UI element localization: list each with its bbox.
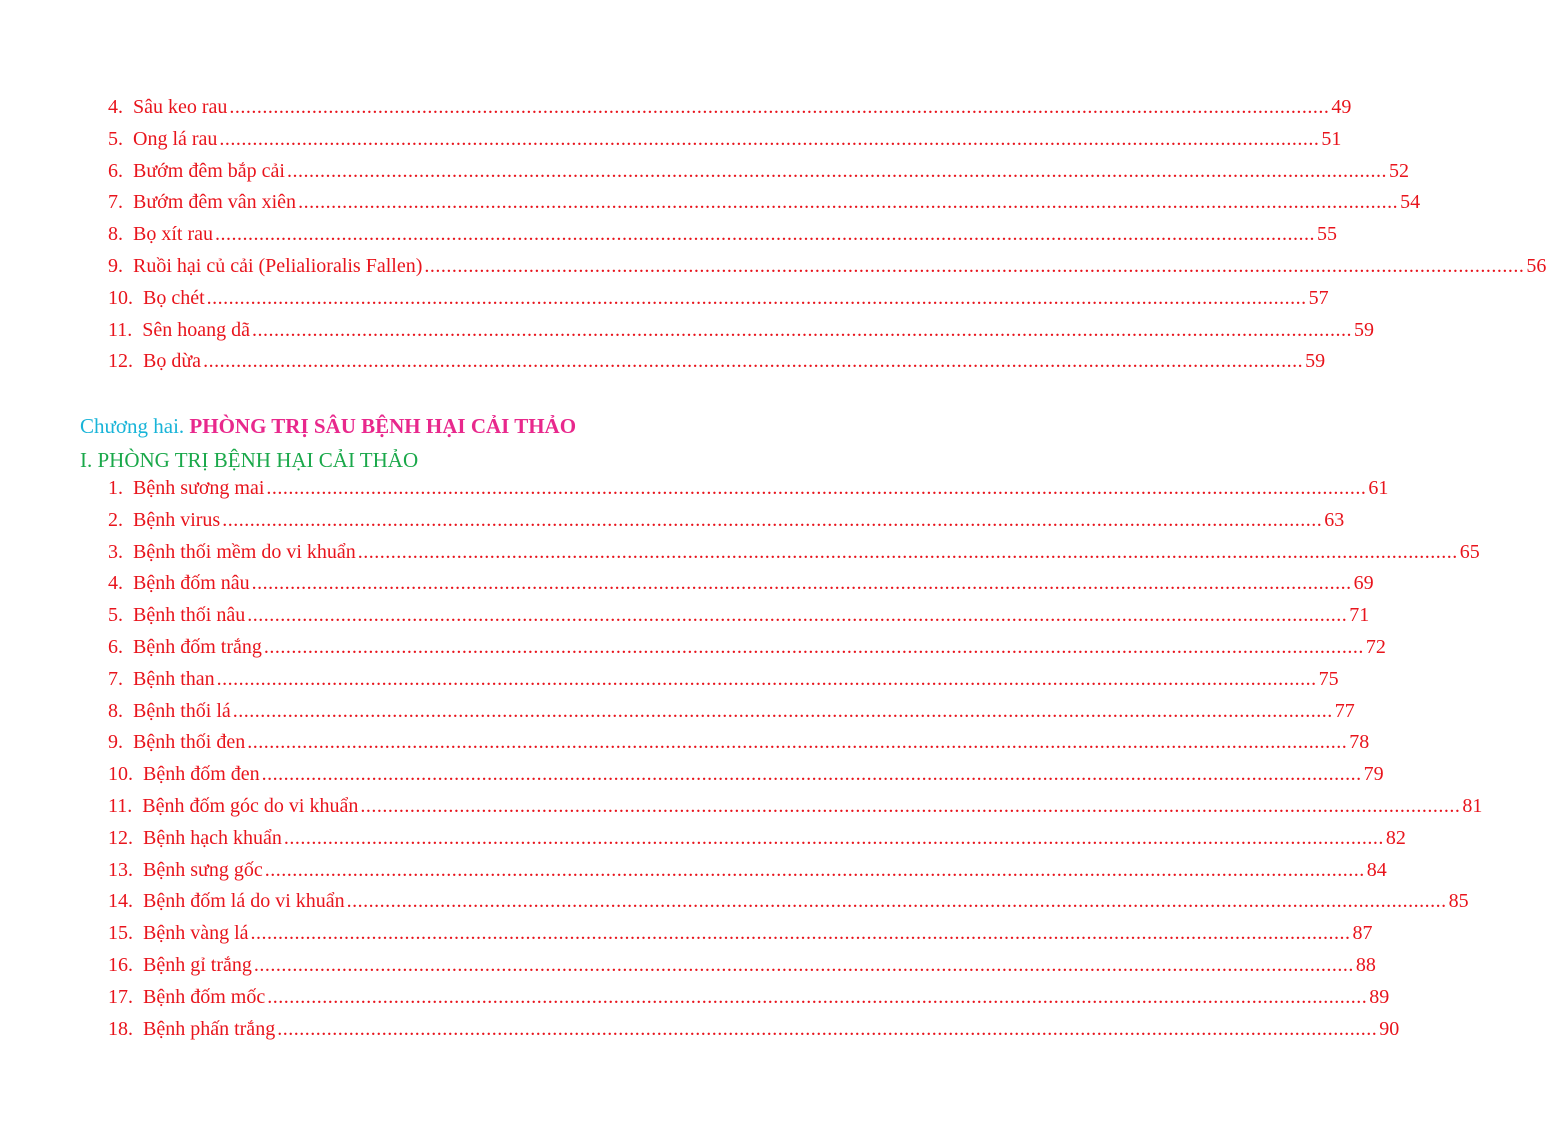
toc-entry-page-number: 90	[1379, 1017, 1400, 1040]
toc-entry-number: 10.	[108, 763, 133, 786]
toc-entry-label: Bọ chét	[143, 286, 205, 309]
toc-entry[interactable]	[108, 540, 1480, 573]
toc-entry-label: Bệnh đốm góc do vi khuẩn	[142, 794, 359, 817]
toc-entry-page-number: 89	[1369, 985, 1390, 1008]
toc-entry[interactable]	[108, 286, 1329, 319]
toc-entry-number: 9.	[108, 254, 123, 277]
toc-entry-number: 9.	[108, 731, 123, 754]
dot-leader: ........................................................................................................................................................................................................	[261, 763, 1362, 786]
toc-entry-label: Bướm đêm bắp cải	[133, 159, 285, 182]
toc-entry-page-number: 63	[1324, 508, 1345, 531]
toc-entry[interactable]	[108, 699, 1355, 732]
toc-entry[interactable]	[108, 635, 1386, 668]
toc-entry-number: 14.	[108, 890, 133, 913]
toc-entry[interactable]	[108, 858, 1387, 891]
toc-entry-number: 6.	[108, 159, 123, 182]
toc-entry-label: Bệnh đốm nâu	[133, 572, 250, 595]
toc-entry[interactable]	[108, 127, 1342, 160]
toc-entry[interactable]	[108, 191, 1421, 223]
dot-leader: ........................................................................................................................................................................................................	[286, 159, 1387, 182]
toc-entry[interactable]	[108, 763, 1384, 795]
toc-entry-page-number: 81	[1462, 794, 1483, 817]
toc-entry-label: Bệnh virus	[133, 508, 221, 531]
section-heading: I. PHÒNG TRỊ BỆNH HẠI CẢI THẢO	[80, 448, 419, 472]
toc-entry[interactable]	[108, 922, 1373, 954]
toc-entry-label: Bệnh thối mềm do vi khuẩn	[133, 540, 356, 563]
dot-leader: ........................................................................................................................................................................................................	[252, 318, 1353, 341]
toc-entry[interactable]	[108, 318, 1375, 351]
toc-entry-page-number: 87	[1352, 922, 1373, 945]
toc-entry-label: Bệnh sưng gốc	[143, 858, 263, 881]
toc-entry-label: Bệnh gỉ trắng	[143, 953, 252, 976]
toc-entry-page-number: 79	[1363, 763, 1384, 786]
toc-entry-page-number: 84	[1366, 858, 1387, 881]
toc-entry-page-number: 88	[1355, 953, 1376, 976]
dot-leader: ........................................................................................................................................................................................................	[267, 985, 1368, 1008]
dot-leader: ........................................................................................................................................................................................................	[253, 953, 1354, 976]
toc-entry-label: Sâu keo rau	[133, 96, 228, 118]
toc-entry[interactable]	[108, 159, 1409, 192]
dot-leader: ........................................................................................................................................................................................................	[298, 191, 1399, 214]
toc-entry-label: Bọ dừa	[143, 350, 202, 373]
toc-entry[interactable]	[108, 667, 1339, 700]
toc-entry-label: Bệnh đốm mốc	[143, 985, 266, 1008]
toc-entry-number: 10.	[108, 286, 133, 309]
dot-leader: ........................................................................................................................................................................................................	[206, 286, 1307, 309]
dot-leader: ........................................................................................................................................................................................................	[360, 794, 1461, 817]
toc-entry-label: Bệnh hạch khuẩn	[143, 826, 282, 849]
toc-entry-page-number: 61	[1368, 477, 1389, 499]
toc-entry-page-number: 55	[1317, 223, 1337, 246]
toc-entry[interactable]	[108, 223, 1337, 255]
toc-list-diseases	[108, 477, 1483, 1049]
toc-entry-number: 8.	[108, 223, 123, 246]
toc-entry-label: Bướm đêm vân xiên	[133, 191, 297, 214]
toc-entry-number: 8.	[108, 699, 123, 722]
dot-leader: ........................................................................................................................................................................................................	[266, 477, 1367, 499]
toc-entry-label: Bệnh đốm đen	[143, 763, 260, 786]
toc-entry[interactable]	[108, 1017, 1400, 1050]
toc-entry-page-number: 65	[1459, 540, 1480, 563]
toc-entry-page-number: 75	[1318, 667, 1339, 690]
toc-entry-page-number: 56	[1526, 254, 1546, 277]
toc-entry-page-number: 69	[1353, 572, 1374, 595]
toc-entry-page-number: 85	[1448, 890, 1469, 913]
toc-entry[interactable]	[108, 350, 1326, 382]
toc-entry-page-number: 54	[1400, 191, 1421, 214]
toc-entry-label: Bệnh đốm trắng	[133, 635, 262, 658]
dot-leader: ........................................................................................................................................................................................................	[424, 254, 1525, 277]
toc-entry-number: 3.	[108, 540, 123, 563]
toc-entry-label: Bệnh đốm lá do vi khuẩn	[143, 890, 345, 913]
dot-leader: ........................................................................................................................................................................................................	[264, 858, 1365, 881]
toc-list-pests	[108, 96, 1546, 382]
toc-entry[interactable]	[108, 572, 1374, 604]
dot-leader: ........................................................................................................................................................................................................	[263, 635, 1364, 658]
toc-entry-label: Bệnh than	[133, 667, 215, 690]
toc-entry-label: Ruồi hại củ cải (Pelialioralis Fallen)	[133, 254, 423, 277]
dot-leader: ........................................................................................................................................................................................................	[219, 127, 1320, 150]
toc-entry-number: 11.	[108, 794, 133, 817]
toc-entry-page-number: 52	[1388, 159, 1409, 182]
dot-leader: ........................................................................................................................................................................................................	[216, 667, 1317, 690]
toc-entry-number: 2.	[108, 508, 123, 531]
toc-entry-number: 1.	[108, 477, 123, 499]
toc-entry-number: 4.	[108, 572, 123, 595]
toc-entry-number: 11.	[108, 318, 133, 341]
toc-entry[interactable]	[108, 96, 1352, 128]
toc-entry[interactable]	[108, 508, 1345, 541]
chapter-title: PHÒNG TRỊ SÂU BỆNH HẠI CẢI THẢO	[189, 414, 577, 438]
toc-entry-label: Bệnh vàng lá	[143, 922, 249, 945]
toc-entry-page-number: 59	[1305, 350, 1326, 373]
dot-leader: ........................................................................................................................................................................................................	[203, 350, 1304, 373]
toc-entry[interactable]	[108, 254, 1546, 287]
toc-entry-page-number: 49	[1331, 96, 1352, 118]
toc-entry-label: Bệnh phấn trắng	[143, 1017, 276, 1040]
dot-leader: ........................................................................................................................................................................................................	[251, 572, 1352, 595]
toc-entry-number: 6.	[108, 635, 123, 658]
chapter-prefix: Chương hai.	[80, 414, 185, 438]
toc-entry-number: 7.	[108, 667, 123, 690]
toc-entry-number: 13.	[108, 858, 133, 881]
toc-entry-number: 5.	[108, 127, 123, 150]
toc-entry-label: Ong lá rau	[133, 127, 218, 150]
chapter-heading	[80, 414, 576, 439]
toc-entry-label: Sên hoang dã	[142, 318, 251, 341]
toc-entry[interactable]	[108, 953, 1376, 986]
dot-leader: ........................................................................................................................................................................................................	[247, 604, 1348, 627]
dot-leader: ........................................................................................................................................................................................................	[215, 223, 1315, 246]
dot-leader: ........................................................................................................................................................................................................	[283, 826, 1384, 849]
toc-entry-page-number: 71	[1349, 604, 1370, 627]
toc-entry-label: Bệnh thối nâu	[133, 604, 246, 627]
toc-entry[interactable]	[108, 604, 1370, 636]
dot-leader: ........................................................................................................................................................................................................	[229, 96, 1330, 118]
toc-entry-number: 16.	[108, 953, 133, 976]
toc-entry-number: 12.	[108, 350, 133, 373]
dot-leader: ........................................................................................................................................................................................................	[357, 540, 1458, 563]
toc-entry-number: 15.	[108, 922, 133, 945]
dot-leader: ........................................................................................................................................................................................................	[232, 699, 1333, 722]
toc-entry-number: 17.	[108, 985, 133, 1008]
toc-entry-number: 5.	[108, 604, 123, 627]
toc-entry-page-number: 72	[1365, 635, 1386, 658]
dot-leader: ........................................................................................................................................................................................................	[222, 508, 1323, 531]
toc-entry-number: 12.	[108, 826, 133, 849]
toc-entry-page-number: 59	[1354, 318, 1375, 341]
toc-entry-page-number: 82	[1385, 826, 1406, 849]
dot-leader: ........................................................................................................................................................................................................	[346, 890, 1447, 913]
toc-entry-page-number: 77	[1334, 699, 1355, 722]
toc-entry-label: Bệnh thối đen	[133, 731, 246, 754]
toc-entry[interactable]	[108, 890, 1469, 922]
toc-entry-page-number: 51	[1321, 127, 1342, 150]
toc-entry[interactable]	[108, 794, 1483, 827]
toc-entry[interactable]	[108, 985, 1390, 1018]
toc-entry[interactable]	[108, 731, 1370, 763]
toc-entry-label: Bệnh thối lá	[133, 699, 231, 722]
toc-entry-number: 7.	[108, 191, 123, 214]
toc-entry[interactable]	[108, 826, 1406, 859]
toc-entry-number: 18.	[108, 1017, 133, 1040]
toc-entry-page-number: 57	[1308, 286, 1329, 309]
dot-leader: ........................................................................................................................................................................................................	[250, 922, 1351, 945]
toc-entry-label: Bệnh sương mai	[133, 477, 265, 499]
toc-entry[interactable]	[108, 477, 1389, 509]
toc-entry-page-number: 78	[1349, 731, 1370, 754]
dot-leader: ........................................................................................................................................................................................................	[277, 1017, 1378, 1040]
dot-leader: ........................................................................................................................................................................................................	[247, 731, 1348, 754]
toc-entry-label: Bọ xít rau	[133, 223, 213, 246]
toc-entry-number: 4.	[108, 96, 123, 118]
